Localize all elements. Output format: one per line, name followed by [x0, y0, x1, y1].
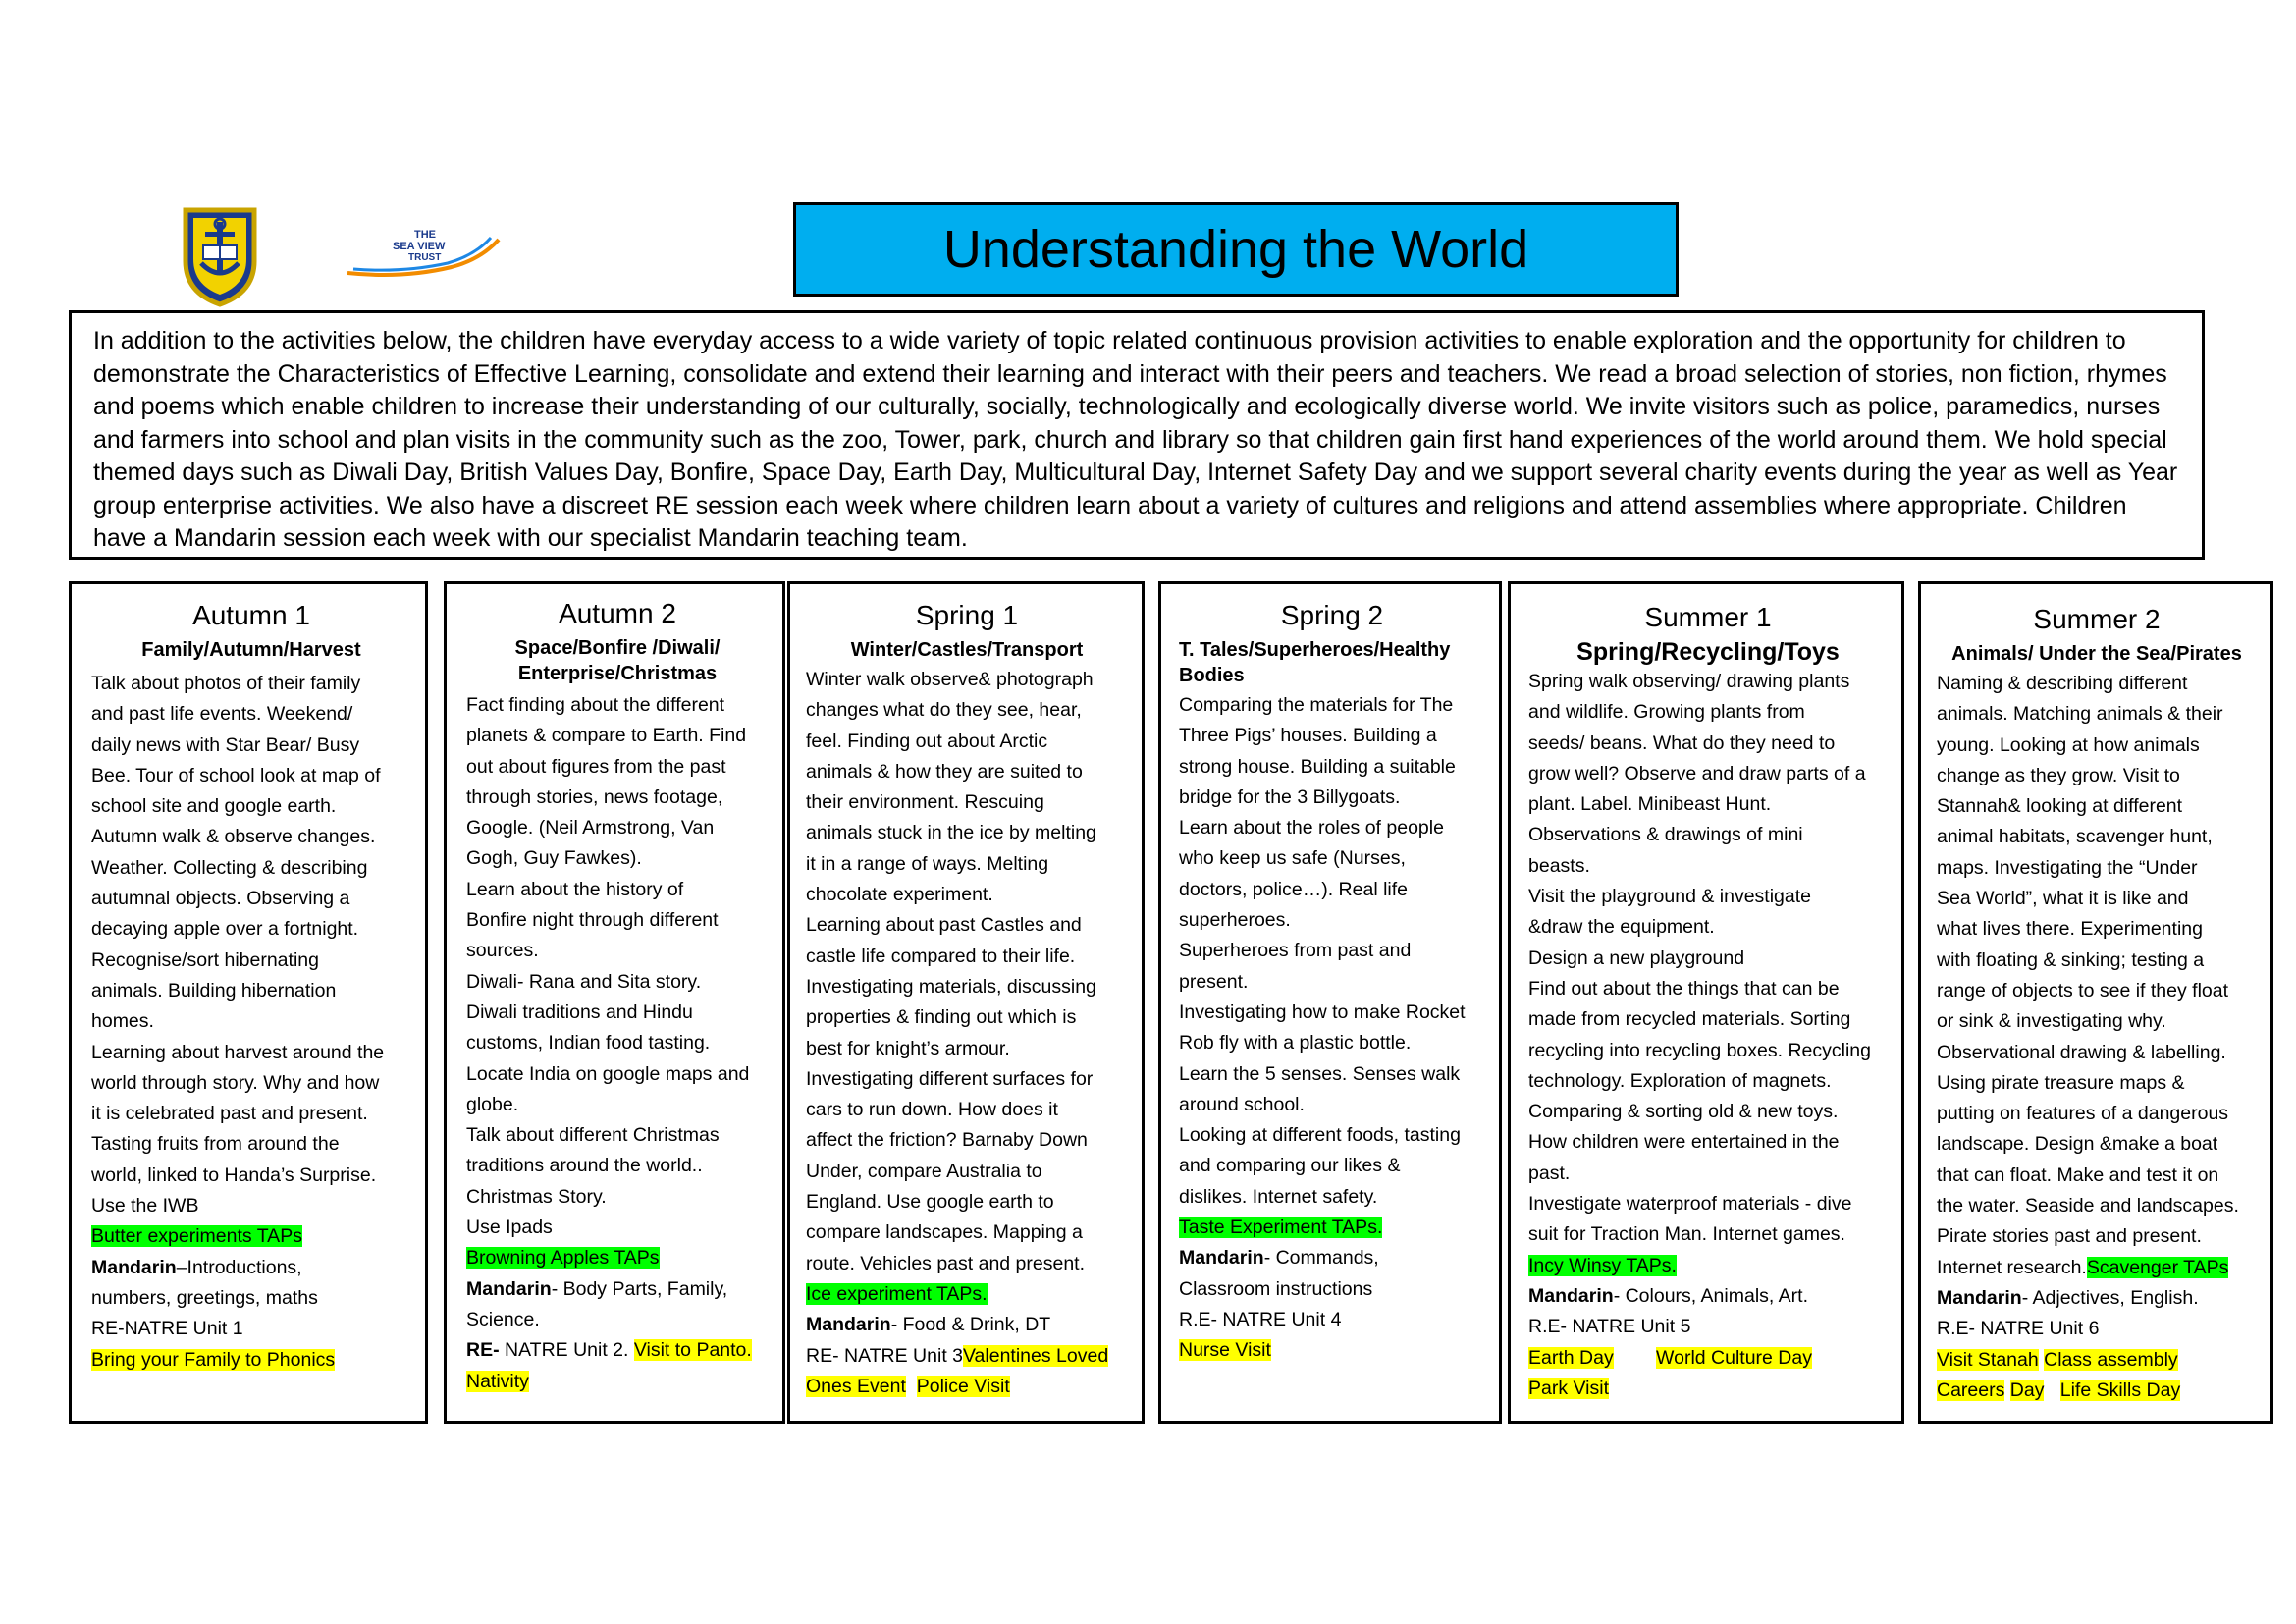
body-line: planets & compare to Earth. Find	[466, 725, 747, 747]
body-line: Bee. Tour of school look at map of	[91, 764, 381, 786]
body-line: animal habitats, scavenger hunt,	[1937, 826, 2213, 848]
re-text: RE- NATRE Unit 3	[806, 1344, 963, 1367]
body-line: Locate India on google maps and	[466, 1062, 750, 1085]
highlight-yellow: Park Visit	[1528, 1377, 1609, 1399]
term-heading: Summer 2	[2033, 604, 2161, 634]
body-line: putting on features of a dangerous	[1937, 1103, 2229, 1125]
mandarin-text: - Adjectives, English.	[2021, 1286, 2199, 1309]
body-line: Learning about past Castles and	[806, 914, 1082, 937]
highlight-yellow: Visit to Panto.	[633, 1339, 752, 1362]
body-line: Recognise/sort hibernating	[91, 948, 319, 971]
term-theme	[466, 635, 769, 686]
body-line: Looking at different foods, tasting	[1179, 1124, 1461, 1147]
body-line: Use the IWB	[91, 1195, 199, 1218]
column-spring-2	[1158, 581, 1502, 1424]
body-line: How children were entertained in the	[1528, 1131, 1840, 1154]
term-theme: Spring/Recycling/Toys	[1576, 638, 1840, 666]
body-line: England. Use google earth to	[806, 1191, 1054, 1214]
body-line: affect the friction? Barnaby Down	[806, 1129, 1088, 1152]
body-line: Diwali- Rana and Sita story.	[466, 970, 702, 993]
trust-logo-text-seaview: SEA VIEW	[393, 241, 446, 252]
school-crest-logo	[180, 202, 260, 308]
intro-paragraph	[69, 310, 2205, 560]
body-line: Bonfire night through different	[466, 909, 719, 932]
body-line: Superheroes from past and	[1179, 940, 1412, 962]
body-line: Observational drawing & labelling.	[1937, 1041, 2226, 1063]
body-line: it in a range of ways. Melting	[806, 852, 1049, 875]
highlight-yellow: Nativity	[466, 1370, 529, 1392]
body-line: Fact finding about the different	[466, 694, 725, 716]
body-line: best for knight’s armour.	[806, 1037, 1010, 1059]
intro-line: group enterprise activities. We also have a discreet RE session each week where children learn about a variety of cultures and religions and attend assemblies where appropriate. Children have a	[93, 491, 2127, 552]
highlight-yellow: Careers	[1937, 1379, 2005, 1401]
body-line: Investigating materials, discussing	[806, 975, 1096, 998]
intro-line: demonstrate the Characteristics of Effective Learning, consolidate and extend their learning and interact with their peers and teachers. We read a broad selection of stories, non fiction, rhymes	[93, 359, 2167, 388]
body-line: Design a new playground	[1528, 947, 1745, 969]
body-line: Find out about the things that can be	[1528, 977, 1840, 1000]
body-line: it is celebrated past and present.	[91, 1103, 368, 1125]
body-line: Use Ipads	[466, 1217, 553, 1239]
term-heading: Spring 1	[915, 600, 1019, 630]
term-body	[1937, 669, 2257, 1406]
highlight-yellow: Life Skills Day	[2059, 1379, 2181, 1401]
theme-line: T. Tales/Superheroes/Healthy	[1179, 639, 1451, 661]
body-line: Sea World”, what it is like and	[1937, 888, 2189, 910]
term-heading: Autumn 2	[559, 598, 676, 628]
column-summer-2	[1918, 581, 2273, 1424]
body-line: animals. Matching animals & their	[1937, 703, 2223, 726]
body-line: Learn about the roles of people	[1179, 817, 1444, 839]
term-theme: Family/Autumn/Harvest	[141, 639, 361, 661]
body-line: Investigate waterproof materials - dive	[1528, 1193, 1852, 1216]
body-line: and comparing our likes &	[1179, 1155, 1401, 1177]
mandarin-text: –Introductions,	[176, 1256, 302, 1278]
re-text: NATRE Unit 2.	[499, 1339, 634, 1362]
body-line: animals. Building hibernation	[91, 979, 337, 1001]
highlight-yellow: Nurse Visit	[1179, 1339, 1271, 1362]
body-line: technology. Exploration of magnets.	[1528, 1069, 1832, 1092]
body-line: present.	[1179, 970, 1249, 993]
body-line: Learning about harvest around the	[91, 1041, 385, 1063]
mandarin-label: Mandarin	[1179, 1247, 1264, 1270]
body-line: what lives there. Experimenting	[1937, 918, 2203, 941]
body-line: around school.	[1179, 1093, 1305, 1115]
highlight-yellow: World Culture Day	[1656, 1346, 1812, 1369]
highlight-green: Taste Experiment TAPs.	[1179, 1217, 1383, 1239]
column-autumn-1	[69, 581, 428, 1424]
theme-line: Space/Bonfire /Diwali/	[514, 637, 721, 659]
intro-line: themed days such as Diwali Day, British Values Day, Bonfire, Space Day, Earth Day, Multicultural Day, Internet Safety Day and we support several charity events during the year as well as Year	[93, 459, 2178, 486]
highlight-green: Scavenger TAPs	[2086, 1256, 2229, 1278]
body-line: Weather. Collecting & describing	[91, 856, 368, 879]
page-title: Understanding the World	[942, 220, 1529, 279]
highlight-green: Incy Winsy TAPs.	[1528, 1254, 1677, 1276]
body-line: feel. Finding out about Arctic	[806, 730, 1048, 752]
term-body	[1528, 667, 1888, 1404]
body-line: castle life compared to their life.	[806, 945, 1076, 967]
column-autumn-2	[444, 581, 785, 1424]
mandarin-text-cont: Classroom instructions	[1179, 1277, 1373, 1300]
body-line: cars to run down. How does it	[806, 1099, 1058, 1121]
body-line: their environment. Rescuing	[806, 791, 1044, 814]
body-line: out about figures from the past	[466, 755, 726, 778]
highlight-yellow: Earth Day	[1528, 1346, 1614, 1369]
intro-line: and farmers into school and plan visits in the community such as the zoo, Tower, park, church and library so that children gain first hand experiences of the world around them. We hold special	[93, 425, 2167, 454]
body-line: Autumn walk & observe changes.	[91, 826, 376, 848]
mandarin-text: - Commands,	[1263, 1247, 1379, 1270]
body-line: Learn about the history of	[466, 878, 684, 900]
body-line: Gogh, Guy Fawkes).	[466, 847, 642, 870]
body-line: customs, Indian food tasting.	[466, 1032, 711, 1055]
body-line: recycling into recycling boxes. Recycling	[1528, 1039, 1871, 1061]
body-line: chocolate experiment.	[806, 884, 993, 906]
body-line: school site and google earth.	[91, 795, 337, 818]
body-line: or sink & investigating why.	[1937, 1010, 2166, 1033]
body-line: animals stuck in the ice by melting	[806, 822, 1096, 844]
body-line: Observations & drawings of mini	[1528, 824, 1803, 846]
body-line: Under, compare Australia to	[806, 1160, 1042, 1182]
body-line: daily news with Star Bear/ Busy	[91, 733, 360, 756]
body-line: landscape. Design &make a boat	[1937, 1133, 2218, 1156]
body-line: that can float. Make and test it on	[1937, 1164, 2219, 1186]
body-line: Diwali traditions and Hindu	[466, 1001, 693, 1023]
page-title-box	[793, 202, 1679, 297]
highlight-yellow: Bring your Family to Phonics	[91, 1348, 336, 1371]
body-line: the water. Seaside and landscapes.	[1937, 1195, 2239, 1218]
re-text: RE-NATRE Unit 1	[91, 1318, 243, 1340]
term-theme: Animals/ Under the Sea/Pirates	[1951, 643, 2242, 665]
body-line: dislikes. Internet safety.	[1179, 1185, 1378, 1208]
mandarin-label: Mandarin	[1528, 1284, 1614, 1307]
body-line: Google. (Neil Armstrong, Van	[466, 817, 715, 839]
body-line: homes.	[91, 1010, 154, 1033]
term-body	[1179, 690, 1485, 1367]
body-line: doctors, police…). Real life	[1179, 878, 1409, 900]
body-line: Winter walk observe& photograph	[806, 669, 1094, 690]
body-line: plant. Label. Minibeast Hunt.	[1528, 793, 1772, 816]
body-line: decaying apple over a fortnight.	[91, 918, 359, 941]
highlight-yellow: Visit Stanah	[1937, 1348, 2039, 1371]
body-line: superheroes.	[1179, 909, 1291, 932]
term-heading: Spring 2	[1280, 600, 1384, 630]
term-heading: Autumn 1	[192, 600, 310, 630]
re-text: R.E- NATRE Unit 6	[1937, 1318, 2100, 1340]
body-line: past.	[1528, 1162, 1571, 1184]
highlight-yellow: Class assembly	[2044, 1348, 2178, 1371]
term-body	[466, 690, 769, 1397]
body-line: maps. Investigating the “Under	[1937, 856, 2198, 879]
mandarin-text-cont: Science.	[466, 1308, 540, 1330]
highlight-green: Ice experiment TAPs.	[806, 1282, 988, 1305]
body-line: route. Vehicles past and present.	[806, 1252, 1086, 1274]
body-line: animals & how they are suited to	[806, 760, 1083, 783]
body-line: world, linked to Handa’s Surprise.	[91, 1164, 377, 1186]
highlight-yellow: Valentines Loved	[963, 1344, 1109, 1367]
body-line: Three Pigs’ houses. Building a	[1179, 725, 1437, 747]
mandarin-label: Mandarin	[806, 1314, 891, 1336]
highlight-yellow: Ones Event	[806, 1375, 906, 1397]
body-line: suit for Traction Man. Internet games.	[1528, 1223, 1845, 1246]
trust-logo-text-trust: TRUST	[408, 252, 442, 263]
internet-text: Internet research.	[1937, 1256, 2087, 1278]
body-line: autumnal objects. Observing a	[91, 888, 350, 910]
body-line: globe.	[466, 1093, 519, 1115]
mandarin-label: Mandarin	[91, 1256, 177, 1278]
trust-logo-text-the: THE	[414, 229, 436, 241]
body-line: change as they grow. Visit to	[1937, 764, 2180, 786]
mandarin-text: - Food & Drink, DT	[890, 1314, 1051, 1336]
body-line: Spring walk observing/ drawing plants	[1528, 671, 1850, 692]
body-line: bridge for the 3 Billygoats.	[1179, 785, 1401, 808]
body-line: world through story. Why and how	[91, 1071, 380, 1094]
re-text: R.E- NATRE Unit 5	[1528, 1316, 1691, 1338]
body-line: Talk about different Christmas	[466, 1124, 720, 1147]
body-line: Tasting fruits from around the	[91, 1133, 340, 1156]
body-line: properties & finding out which is	[806, 1006, 1077, 1029]
body-line: Naming & describing different	[1937, 673, 2188, 694]
body-line: Talk about photos of their family	[91, 673, 361, 694]
term-body	[806, 665, 1128, 1402]
body-line: with floating & sinking; testing a	[1937, 948, 2205, 971]
body-line: and wildlife. Growing plants from	[1528, 701, 1805, 724]
body-line: made from recycled materials. Sorting	[1528, 1008, 1851, 1031]
body-line: &draw the equipment.	[1528, 916, 1715, 939]
highlight-green: Butter experiments TAPs	[91, 1225, 302, 1248]
body-line: through stories, news footage,	[466, 785, 723, 808]
body-line: Using pirate treasure maps &	[1937, 1071, 2185, 1094]
body-line: Investigating how to make Rocket	[1179, 1001, 1466, 1023]
intro-line: and poems which enable children to increase their understanding of our culturally, socially, technologically and ecologically diverse world. We invite visitors such as police, paramedics, nurses	[93, 393, 2161, 420]
body-line: seeds/ beans. What do they need to	[1528, 731, 1836, 754]
intro-line: In addition to the activities below, the children have everyday access to a wide variety of topic related continuous provision activities to enable exploration and the opportunity for children to	[93, 327, 2126, 354]
body-line: and past life events. Weekend/	[91, 703, 353, 726]
theme-line: Bodies	[1179, 665, 1245, 686]
term-theme: Winter/Castles/Transport	[850, 639, 1084, 661]
body-line: Christmas Story.	[466, 1185, 607, 1208]
body-line: Pirate stories past and present.	[1937, 1225, 2202, 1248]
re-text: R.E- NATRE Unit 4	[1179, 1308, 1342, 1330]
column-summer-1	[1508, 581, 1904, 1424]
body-line: Rob fly with a plastic bottle.	[1179, 1032, 1412, 1055]
term-heading: Summer 1	[1644, 602, 1772, 632]
body-line: strong house. Building a suitable	[1179, 755, 1456, 778]
sea-view-trust-logo	[344, 224, 510, 283]
body-line: Stannah& looking at different	[1937, 795, 2183, 818]
intro-line: Mandarin session each week with our specialist Mandarin teaching team.	[174, 524, 968, 552]
theme-line: Enterprise/Christmas	[517, 663, 718, 684]
body-line: traditions around the world..	[466, 1155, 703, 1177]
re-label: RE-	[466, 1339, 500, 1362]
body-line: Comparing & sorting old & new toys.	[1528, 1101, 1839, 1123]
highlight-green: Browning Apples TAPs	[466, 1247, 660, 1270]
body-line: compare landscapes. Mapping a	[806, 1221, 1083, 1244]
body-line: Learn the 5 senses. Senses walk	[1179, 1062, 1461, 1085]
highlight-yellow: Day	[2009, 1379, 2045, 1401]
mandarin-text: - Colours, Animals, Art.	[1613, 1284, 1809, 1307]
mandarin-label: Mandarin	[1937, 1286, 2022, 1309]
highlight-yellow: Police Visit	[916, 1375, 1010, 1397]
term-body	[91, 669, 411, 1376]
body-line: range of objects to see if they float	[1937, 979, 2229, 1001]
body-line: sources.	[466, 940, 539, 962]
body-line: Comparing the materials for The	[1179, 694, 1454, 716]
body-line: beasts.	[1528, 854, 1590, 877]
body-line: young. Looking at how animals	[1937, 733, 2200, 756]
mandarin-text-cont: numbers, greetings, maths	[91, 1286, 318, 1309]
body-line: changes what do they see, hear,	[806, 699, 1082, 722]
mandarin-text: - Body Parts, Family,	[551, 1277, 728, 1300]
body-line: who keep us safe (Nurses,	[1179, 847, 1406, 870]
mandarin-label: Mandarin	[466, 1277, 552, 1300]
body-line: grow well? Observe and draw parts of a	[1528, 762, 1866, 785]
body-line: Visit the playground & investigate	[1528, 886, 1811, 908]
body-line: Investigating different surfaces for	[806, 1067, 1094, 1090]
column-spring-1	[787, 581, 1145, 1424]
term-theme	[1179, 637, 1485, 688]
